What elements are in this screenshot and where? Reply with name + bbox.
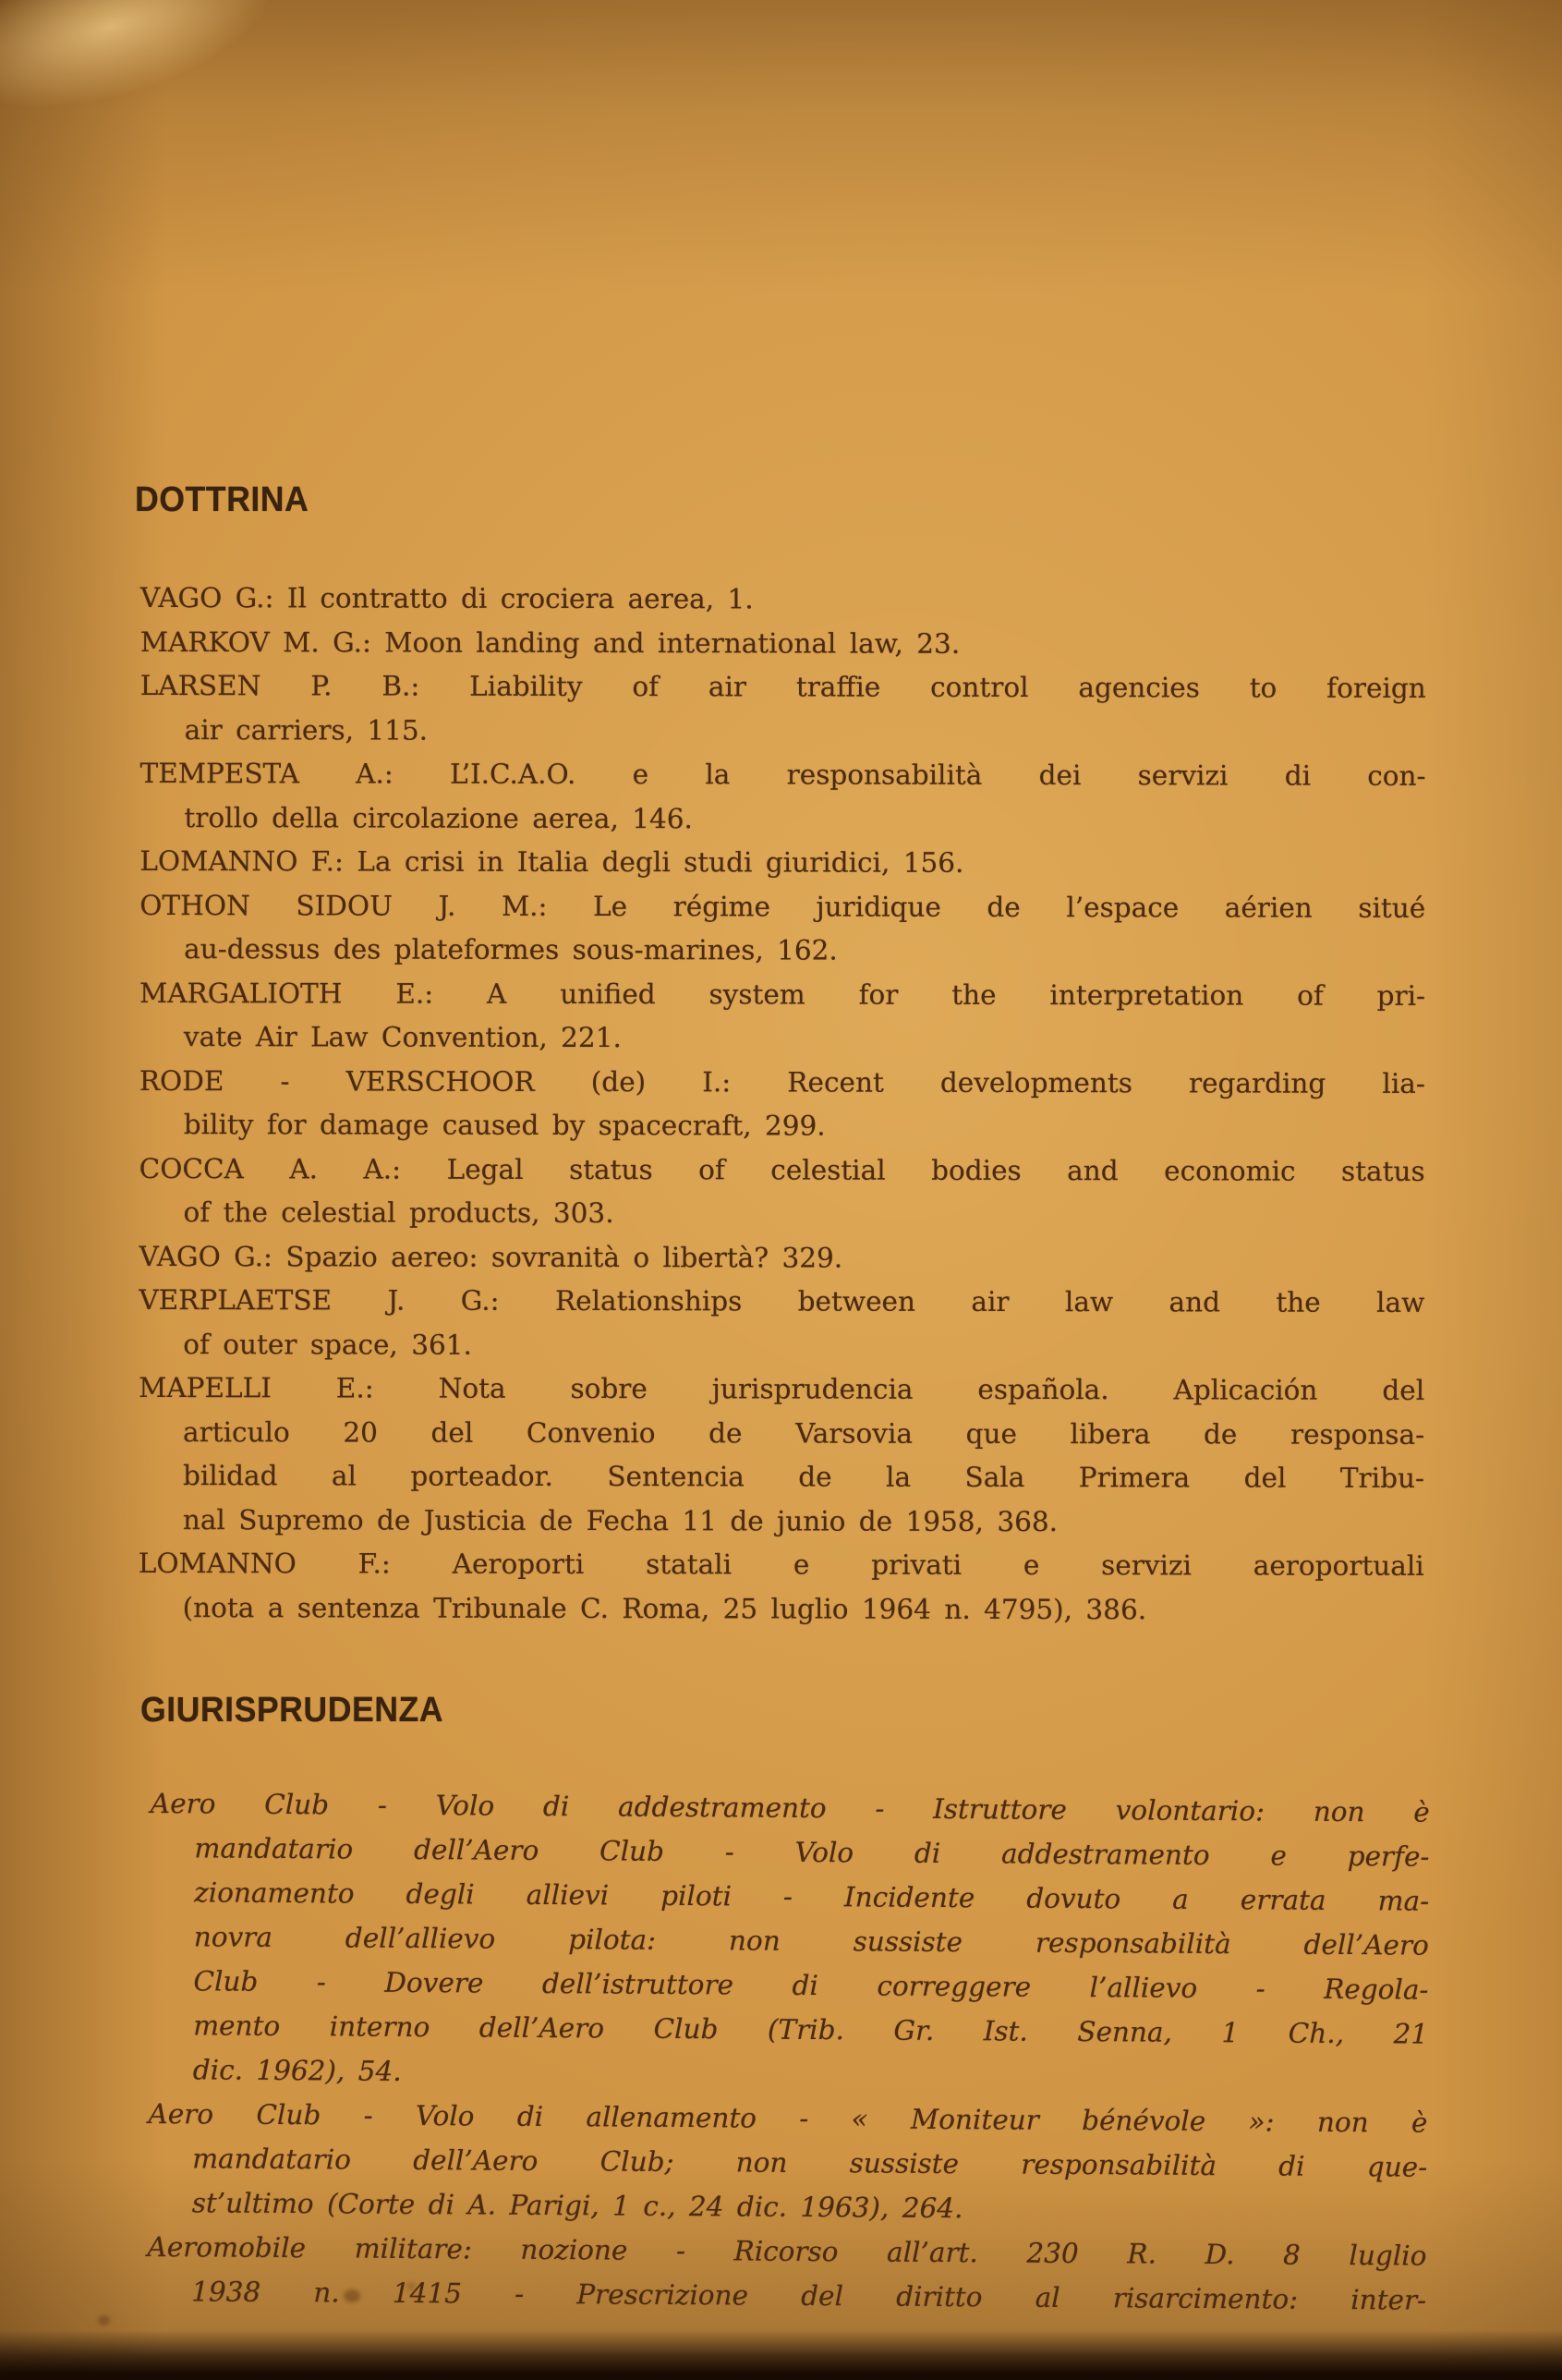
toc-line: novra dell’allievo pilota: non sussiste responsabilità dell’Aero	[193, 1921, 1429, 1961]
toc-line: air carriers, 115.	[184, 713, 429, 747]
toc-line: of outer space, 361.	[183, 1328, 472, 1361]
toc-line: of the celestial products, 303.	[183, 1196, 614, 1230]
paper-stain	[98, 2315, 110, 2325]
section-heading-dottrina: DOTTRINA	[135, 480, 309, 519]
toc-line: OTHON SIDOU J. M.: Le régime juridique de l’espace aérien situé	[139, 889, 1426, 924]
toc-line: Aero Club - Volo di addestramento - Istruttore volontario: non è	[150, 1787, 1430, 1828]
page-bottom-shadow	[0, 2330, 1562, 2380]
toc-line: st’ultimo (Corte di A. Parigi, 1 c., 24 dic. 1963), 264.	[191, 2187, 963, 2225]
toc-line: vate Air Law Convention, 221.	[183, 1021, 622, 1054]
toc-line: VERPLAETSE J. G.: Relationships between air law and the law	[139, 1283, 1425, 1318]
toc-line: LOMANNO F.: Aeroporti statali e privati e servizi aeroportuali	[138, 1547, 1424, 1582]
toc-line: bility for damage caused by spacecraft, 299.	[183, 1109, 826, 1142]
toc-line: trollo della circolazione aerea, 146.	[184, 801, 693, 834]
toc-line: Club - Dovere dell’istruttore di correggere l’allievo - Regola-	[193, 1965, 1429, 2006]
toc-line: LARSEN P. B.: Liability of air traffie control agencies to foreign	[139, 669, 1426, 704]
toc-line: MARGALIOTH E.: A unified system for the interpretation of pri-	[139, 977, 1426, 1012]
toc-line: VAGO G.: Spazio aereo: sovranità o libertà? 329.	[139, 1240, 843, 1274]
toc-line: MAPELLI E.: Nota sobre jurisprudencia española. Aplicación del	[139, 1371, 1425, 1406]
toc-line: bilidad al porteador. Sentencia de la Sala Primera del Tribu-	[182, 1460, 1424, 1494]
toc-line: au-dessus des plateformes sous-marines, 162.	[184, 933, 838, 966]
toc-line: mandatario dell’Aero Club; non sussiste responsabilità di que-	[192, 2143, 1428, 2183]
toc-line: mandatario dell’Aero Club - Volo di addestramento e perfe-	[194, 1832, 1430, 1873]
giurisprudenza-entry-list	[147, 1781, 1430, 2323]
paper-stain	[344, 2289, 360, 2302]
toc-line: dic. 1962), 54.	[192, 2054, 402, 2087]
toc-line: TEMPESTA A.: L’I.C.A.O. e la responsabilità dei servizi di con-	[139, 757, 1426, 792]
toc-line: 1938 n. 1415 - Prescrizione del diritto al risarcimento: inter-	[191, 2276, 1427, 2316]
toc-line: RODE - VERSCHOOR (de) I.: Recent developments regarding lia-	[139, 1064, 1425, 1099]
toc-line: Aeromobile militare: nozione - Ricorso all’art. 230 R. D. 8 luglio	[147, 2230, 1427, 2272]
section-heading-giurisprudenza: GIURISPRUDENZA	[140, 1691, 444, 1730]
toc-line: zionamento degli allievi piloti - Incidente dovuto a errata ma-	[194, 1876, 1430, 1917]
toc-line: articulo 20 del Convenio de Varsovia que libera de responsa-	[183, 1415, 1425, 1451]
toc-line: nal Supremo de Justicia de Fecha 11 de junio de 1958, 368.	[182, 1503, 1059, 1537]
toc-line: LOMANNO F.: La crisi in Italia degli studi giuridici, 156.	[139, 844, 964, 879]
toc-line: (nota a sentenza Tribunale C. Roma, 25 luglio 1964 n. 4795), 386.	[182, 1591, 1147, 1625]
toc-line: mento interno dell’Aero Club (Trib. Gr. Ist. Senna, 1 Ch., 21	[193, 2010, 1429, 2050]
toc-line: COCCA A. A.: Legal status of celestial bodies and economic status	[139, 1152, 1425, 1187]
paper-stain	[406, 2282, 416, 2290]
toc-line: VAGO G.: Il contratto di crociera aerea, 1.	[139, 582, 754, 615]
dottrina-entry-list	[139, 577, 1426, 1633]
toc-line: MARKOV M. G.: Moon landing and international law, 23.	[139, 625, 961, 660]
toc-line: Aero Club - Volo di allenamento - « Moniteur bénévole »: non è	[148, 2097, 1428, 2139]
